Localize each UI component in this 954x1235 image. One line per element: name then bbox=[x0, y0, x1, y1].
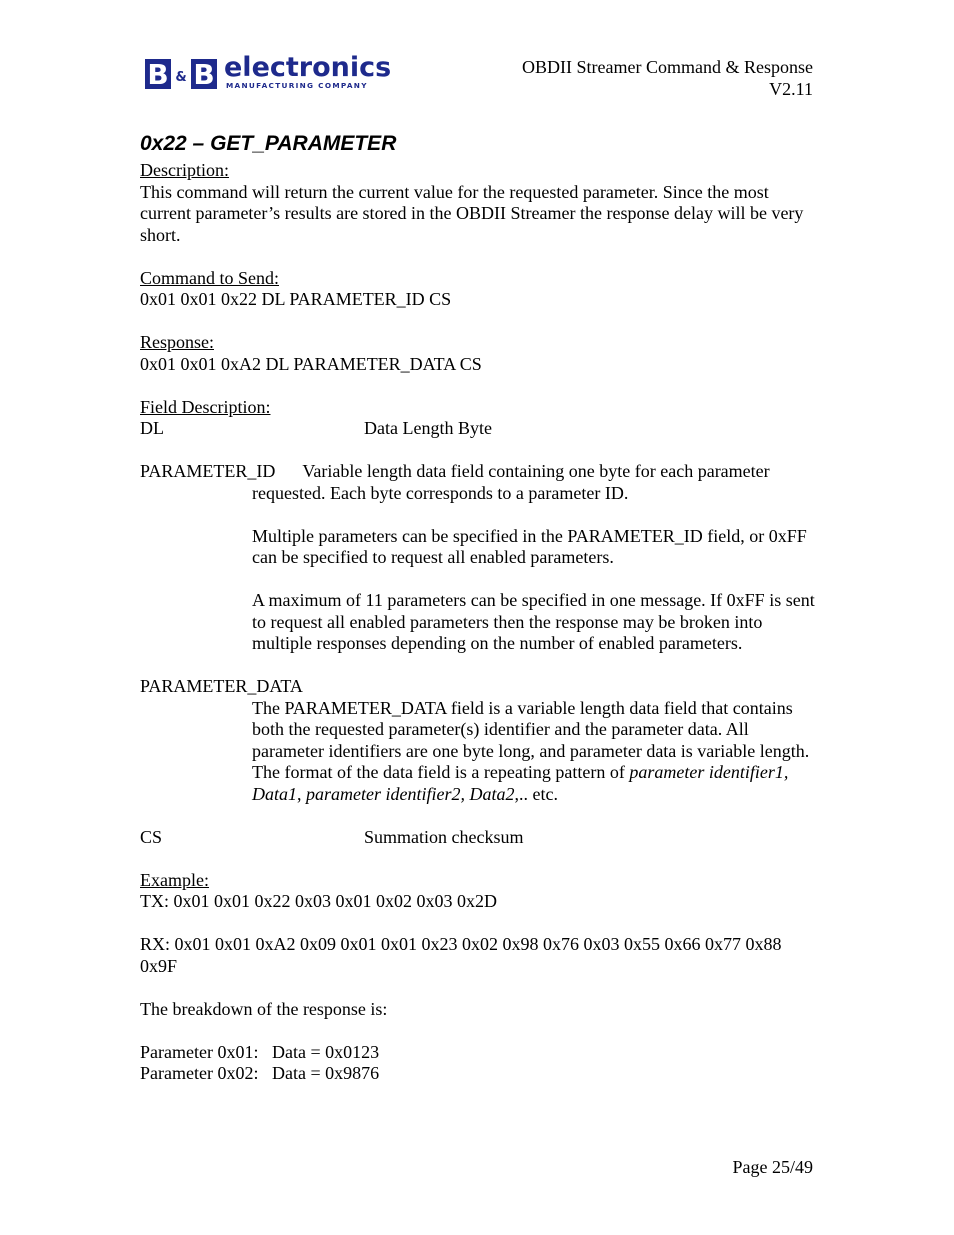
description-label: Description: bbox=[140, 160, 229, 180]
parameter-id-note-maximum: A maximum of 11 parameters can be specified in one message. If 0xFF is sent to request all enabled parameters then the response may be broken into multiple responses depending on the number of enabled parameters. bbox=[252, 590, 815, 653]
logo-letter-b1: B bbox=[147, 58, 169, 91]
company-logo bbox=[144, 52, 394, 93]
field-name-dl: DL bbox=[140, 418, 164, 438]
parameter-data-text: The PARAMETER_DATA field is a variable length data field that contains both the requested parameter(s) identifier and the parameter data. All parameter identifiers are one byte long, and parameter data is variable length. The format of the data field is a repeating pattern of bbox=[252, 697, 810, 782]
response-text: 0x01 0x01 0xA2 DL PARAMETER_DATA CS bbox=[140, 353, 482, 374]
breakdown-param-2: Parameter 0x02: Data = 0x9876 bbox=[140, 1063, 380, 1083]
logo-ampersand: & bbox=[175, 70, 187, 85]
field-row-parameter-id bbox=[140, 461, 820, 504]
field-row-dl bbox=[140, 418, 820, 440]
logo-letter-b2: B bbox=[193, 58, 215, 91]
logo-wordmark: electronics bbox=[224, 52, 392, 83]
breakdown-param-1: Parameter 0x01: Data = 0x0123 bbox=[140, 1041, 380, 1062]
example-label: Example: bbox=[140, 869, 209, 890]
breakdown-intro: The breakdown of the response is: bbox=[140, 998, 388, 1019]
response-label: Response: bbox=[140, 332, 214, 352]
parameter-id-note-multiple: Multiple parameters can be specified in the PARAMETER_ID field, or 0xFF can be specified to request all enabled parameters. bbox=[252, 525, 807, 567]
section-body bbox=[140, 160, 820, 1085]
field-desc-parameter-id: Variable length data field containing one byte for each parameter requested. Each byte corresponds to a parameter ID. bbox=[252, 461, 770, 503]
page-number: Page 25/49 bbox=[732, 1157, 813, 1177]
field-desc-dl: Data Length Byte bbox=[364, 418, 492, 438]
field-desc-cs: Summation checksum bbox=[364, 826, 524, 847]
b-and-b-logo-mark bbox=[144, 57, 224, 91]
command-label: Command to Send: bbox=[140, 267, 279, 288]
example-rx: RX: 0x01 0x01 0xA2 0x09 0x01 0x01 0x23 0x02 0x98 0x76 0x03 0x55 0x66 0x77 0x88 0x9F bbox=[140, 934, 782, 976]
field-desc-parameter-data bbox=[252, 698, 820, 806]
document-header bbox=[522, 56, 813, 100]
section-title: 0x22 – GET_PARAMETER bbox=[140, 132, 397, 155]
logo-subtitle: MANUFACTURING COMPANY bbox=[226, 81, 368, 90]
parameter-data-ending: ,.. etc. bbox=[514, 783, 558, 804]
example-tx: TX: 0x01 0x01 0x22 0x03 0x01 0x02 0x03 0x2D bbox=[140, 891, 497, 911]
field-description-label: Field Description: bbox=[140, 396, 271, 417]
document-title: OBDII Streamer Command & Response bbox=[522, 57, 813, 77]
parameter-data-pattern-1: parameter identifier1, Data1 bbox=[252, 762, 789, 804]
field-name-cs: CS bbox=[140, 826, 163, 847]
field-name-parameter-data: PARAMETER_DATA bbox=[140, 676, 303, 696]
parameter-data-separator: , bbox=[297, 783, 306, 804]
command-text: 0x01 0x01 0x22 DL PARAMETER_ID CS bbox=[140, 289, 452, 309]
field-name-parameter-id: PARAMETER_ID bbox=[140, 461, 276, 481]
parameter-data-pattern-2: parameter identifier2, Data2 bbox=[306, 783, 515, 804]
description-text: This command will return the current value for the requested parameter. Since the most current parameter’s results are stored in the OBDII Streamer the response delay will be very short. bbox=[140, 181, 804, 245]
field-row-cs bbox=[140, 827, 820, 849]
document-version: V2.11 bbox=[769, 79, 813, 99]
